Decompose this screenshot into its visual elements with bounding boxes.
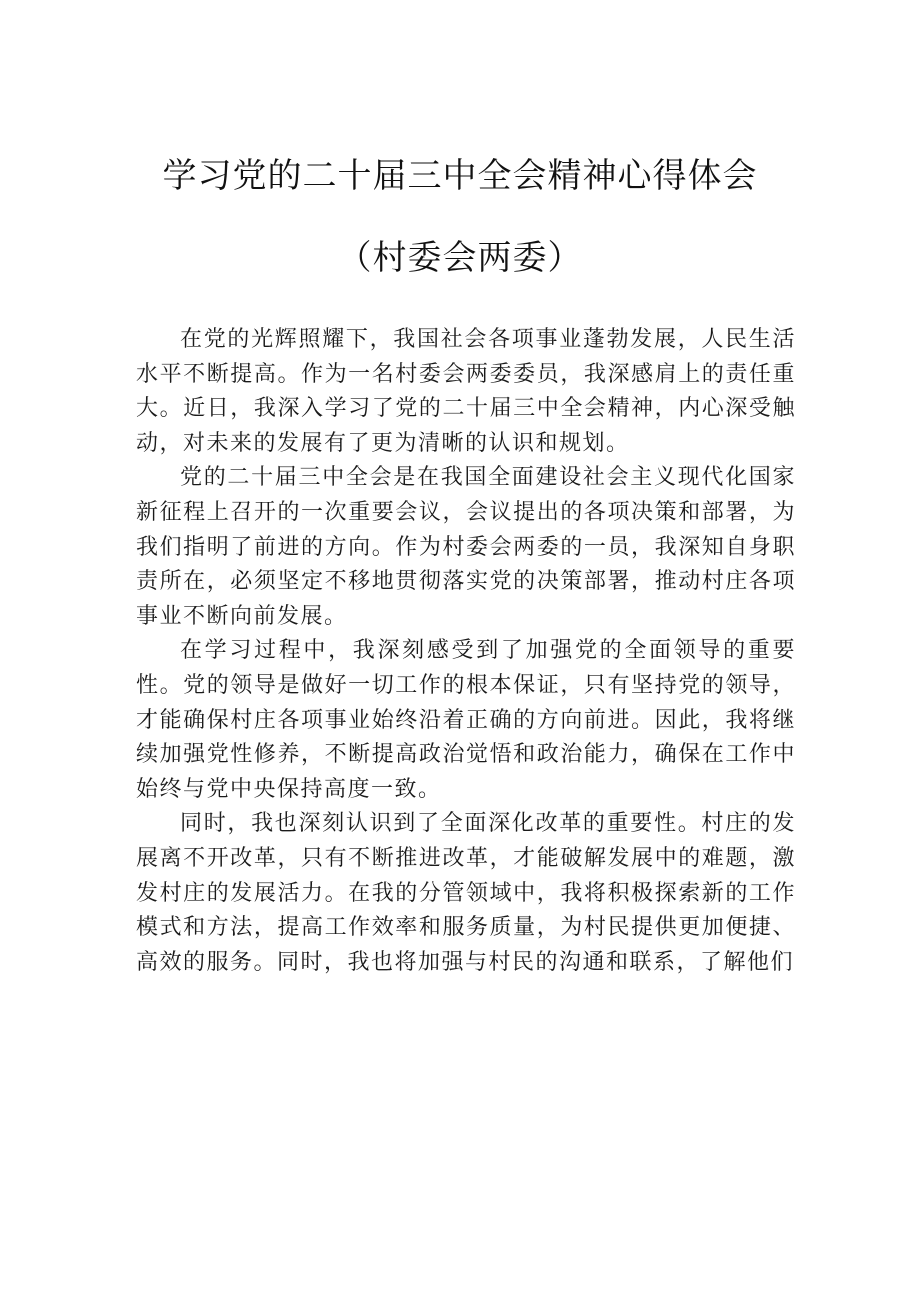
paragraph-4: 同时，我也深刻认识到了全面深化改革的重要性。村庄的发展离不开改革，只有不断推进改革，才能破解发展中的难题，激发村庄的发展活力。在我的分管领域中，我将积极探索新的工作模式和方法，提高工作效率和服务质量，为村民提供更加便捷、高效的服务。同时，我也将加强与村民的沟通和联系，了解他们 — [136, 811, 796, 975]
paragraph-1: 在党的光辉照耀下，我国社会各项事业蓬勃发展，人民生活水平不断提高。作为一名村委会两委委员，我深感肩上的责任重大。近日，我深入学习了党的二十届三中全会精神，内心深受触动，对未来的发展有了更为清晰的认识和规划。 — [136, 327, 796, 456]
paragraph-2: 党的二十届三中全会是在我国全面建设社会主义现代化国家新征程上召开的一次重要会议，会议提出的各项决策和部署，为我们指明了前进的方向。作为村委会两委的一员，我深知自身职责所在，必须坚定不移地贯彻落实党的决策部署，推动村庄各项事业不断向前发展。 — [136, 465, 796, 629]
document-body — [136, 323, 796, 980]
paragraph-3: 在学习过程中，我深刻感受到了加强党的全面领导的重要性。党的领导是做好一切工作的根本保证，只有坚持党的领导，才能确保村庄各项事业始终沿着正确的方向前进。因此，我将继续加强党性修养，不断提高政治觉悟和政治能力，确保在工作中始终与党中央保持高度一致。 — [136, 638, 796, 802]
document-title: 学习党的二十届三中全会精神心得体会 — [162, 156, 758, 196]
document-subtitle: （村委会两委） — [337, 238, 583, 278]
